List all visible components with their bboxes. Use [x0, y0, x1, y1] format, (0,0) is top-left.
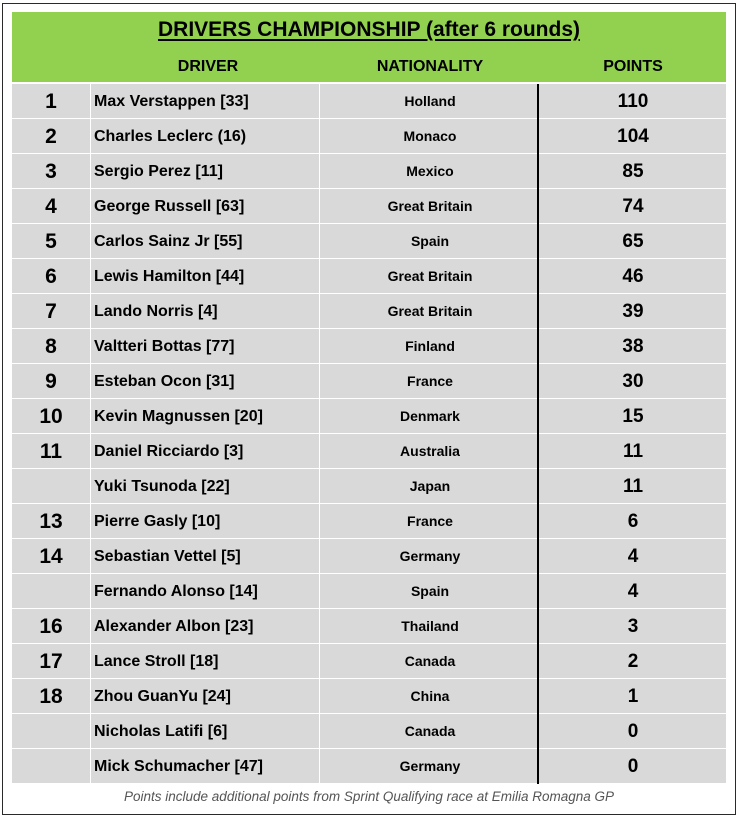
- standings-table: [12, 84, 726, 784]
- position-cell: 14: [39, 545, 63, 568]
- table-row: [12, 329, 726, 364]
- position-cell: 4: [45, 195, 57, 218]
- points-cell: 2: [627, 651, 639, 672]
- driver-cell: Zhou GuanYu [24]: [94, 688, 231, 705]
- position-cell: 13: [39, 510, 63, 533]
- driver-column-divider: [319, 84, 320, 784]
- position-cell: [12, 749, 90, 784]
- driver-cell: Max Verstappen [33]: [94, 93, 249, 110]
- table-row: [12, 259, 726, 294]
- driver-cell: Lance Stroll [18]: [94, 653, 219, 670]
- position-cell: 7: [45, 300, 57, 323]
- position-cell: 9: [45, 370, 57, 393]
- nationality-cell: Monaco: [403, 128, 457, 144]
- points-cell: 104: [617, 126, 649, 147]
- points-cell: 0: [627, 721, 639, 742]
- position-cell: 11: [39, 440, 63, 463]
- position-cell: 8: [45, 335, 57, 358]
- nationality-cell: Finland: [405, 338, 455, 354]
- driver-column-header: DRIVER: [177, 58, 239, 75]
- driver-cell: Charles Leclerc (16): [94, 128, 247, 145]
- page-title: DRIVERS CHAMPIONSHIP (after 6 rounds): [158, 18, 580, 41]
- nationality-cell: China: [410, 688, 450, 704]
- nationality-cell: Holland: [404, 93, 456, 109]
- table-row: [12, 84, 726, 119]
- nationality-cell: Great Britain: [387, 268, 473, 284]
- position-cell: [12, 469, 90, 504]
- position-cell: 18: [39, 685, 63, 708]
- points-cell: 6: [627, 511, 639, 532]
- table-row: [12, 539, 726, 574]
- footnote: Points include additional points from Sprint Qualifying race at Emilia Romagna GP: [124, 789, 614, 804]
- points-cell: 30: [622, 371, 644, 392]
- points-cell: 1: [627, 686, 639, 707]
- table-row: [12, 294, 726, 329]
- table-row: [12, 714, 726, 749]
- driver-cell: Sebastian Vettel [5]: [94, 548, 241, 565]
- nationality-cell: Great Britain: [387, 198, 473, 214]
- nationality-cell: France: [407, 373, 453, 389]
- table-row: [12, 469, 726, 504]
- table-header: [12, 48, 726, 82]
- nationality-cell: Canada: [404, 653, 456, 669]
- points-cell: 11: [622, 441, 644, 462]
- nationality-cell: Mexico: [406, 163, 454, 179]
- table-row: [12, 224, 726, 259]
- table-row: [12, 574, 726, 609]
- points-cell: 85: [622, 161, 644, 182]
- nationality-cell: Germany: [399, 758, 461, 774]
- position-cell: [12, 714, 90, 749]
- position-column-divider: [90, 84, 91, 784]
- position-cell: 1: [45, 90, 57, 113]
- table-row: [12, 399, 726, 434]
- nationality-cell: Germany: [399, 548, 461, 564]
- nationality-cell: Great Britain: [387, 303, 473, 319]
- position-cell: 5: [45, 230, 57, 253]
- points-column-divider: [537, 84, 539, 784]
- points-column-header: POINTS: [603, 58, 663, 75]
- points-cell: 74: [622, 196, 644, 217]
- position-cell: 17: [39, 650, 63, 673]
- driver-cell: Yuki Tsunoda [22]: [94, 478, 230, 495]
- table-row: [12, 749, 726, 784]
- title-bar: [12, 12, 726, 48]
- nationality-cell: Spain: [410, 233, 450, 249]
- table-row: [12, 154, 726, 189]
- nationality-column-header: NATIONALITY: [376, 58, 484, 75]
- driver-cell: Pierre Gasly [10]: [94, 513, 221, 530]
- nationality-cell: Thailand: [401, 618, 459, 634]
- points-cell: 15: [622, 406, 644, 427]
- driver-cell: Daniel Ricciardo [3]: [94, 443, 244, 460]
- nationality-cell: Canada: [404, 723, 456, 739]
- position-cell: 16: [39, 615, 63, 638]
- driver-cell: Kevin Magnussen [20]: [94, 408, 263, 425]
- points-cell: 46: [622, 266, 644, 287]
- driver-cell: Alexander Albon [23]: [94, 618, 254, 635]
- table-row: [12, 679, 726, 714]
- points-cell: 110: [617, 91, 649, 112]
- nationality-cell: Australia: [400, 443, 460, 459]
- table-row: [12, 609, 726, 644]
- table-row: [12, 434, 726, 469]
- table-row: [12, 189, 726, 224]
- driver-cell: Valtteri Bottas [77]: [94, 338, 235, 355]
- points-cell: 3: [627, 616, 639, 637]
- driver-cell: George Russell [63]: [94, 198, 245, 215]
- nationality-cell: Spain: [410, 583, 450, 599]
- driver-cell: Esteban Ocon [31]: [94, 373, 235, 390]
- table-row: [12, 504, 726, 539]
- points-cell: 11: [622, 476, 644, 497]
- points-cell: 0: [627, 756, 639, 777]
- nationality-cell: France: [407, 513, 453, 529]
- driver-cell: Mick Schumacher [47]: [94, 758, 263, 775]
- table-row: [12, 119, 726, 154]
- driver-cell: Sergio Perez [11]: [94, 163, 223, 180]
- driver-cell: Carlos Sainz Jr [55]: [94, 233, 243, 250]
- driver-cell: Lando Norris [4]: [94, 303, 218, 320]
- nationality-cell: Denmark: [400, 408, 460, 424]
- driver-cell: Lewis Hamilton [44]: [94, 268, 245, 285]
- nationality-cell: Japan: [409, 478, 451, 494]
- position-cell: 3: [45, 160, 57, 183]
- position-cell: 10: [39, 405, 63, 428]
- points-cell: 39: [622, 301, 644, 322]
- driver-cell: Fernando Alonso [14]: [94, 583, 258, 600]
- points-cell: 4: [627, 546, 639, 567]
- driver-cell: Nicholas Latifi [6]: [94, 723, 228, 740]
- points-cell: 65: [622, 231, 644, 252]
- points-cell: 38: [622, 336, 644, 357]
- position-cell: [12, 574, 90, 609]
- position-cell: 6: [45, 265, 57, 288]
- points-cell: 4: [627, 581, 639, 602]
- table-row: [12, 364, 726, 399]
- position-cell: 2: [45, 125, 57, 148]
- table-row: [12, 644, 726, 679]
